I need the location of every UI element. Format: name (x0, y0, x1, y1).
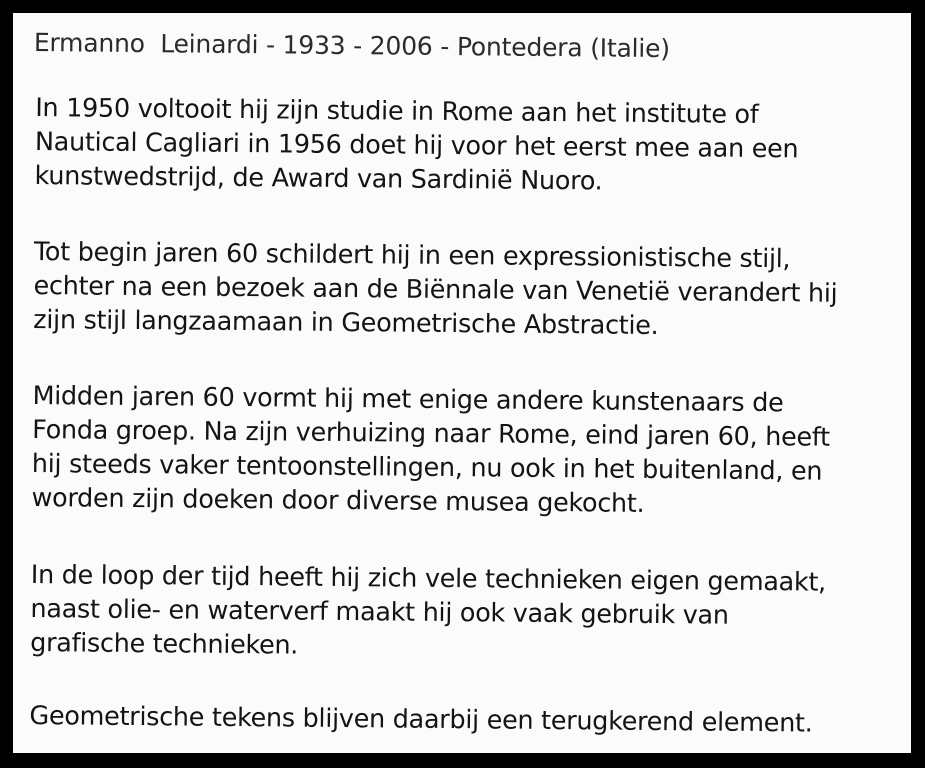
text-line: In de loop der tijd heeft hij zich vele technieken eigen gemaakt, (30, 560, 827, 598)
text-line: Tot begin jaren 60 schildert hij in een expressionistische stijl, (33, 237, 791, 275)
paragraph-4 (30, 558, 826, 668)
paragraph-1 (34, 91, 798, 200)
paragraph-2 (33, 235, 838, 345)
text-line: grafische technieken. (30, 628, 299, 661)
document-title: Ermanno Leinardi - 1933 - 2006 - Pontedera (Italie) (33, 28, 671, 64)
text-line: worden zijn doeken door diverse musea gekocht. (31, 483, 645, 519)
document-page (13, 13, 911, 753)
text-line: Fonda groep. Na zijn verhuizing naar Rome, eind jaren 60, heeft (32, 415, 830, 453)
text-line: hij steeds vaker tentoonstellingen, nu ook in het buitenland, en (31, 449, 823, 487)
document-frame (13, 13, 911, 753)
text-line: In 1950 voltooit hij zijn studie in Rome aan het institute of (35, 93, 759, 130)
text-line: echter na een bezoek aan de Biënnale van Venetië verandert hij (33, 271, 838, 309)
text-line: Geometrische tekens blijven daarbij een terugkerend element. (29, 700, 813, 739)
text-line: kunstwedstrijd, de Award van Sardinië Nuoro. (34, 161, 603, 197)
paragraph-3 (31, 379, 830, 523)
paragraph-5 (29, 699, 812, 741)
text-line: naast olie- en waterverf maakt hij ook vaak gebruik van (30, 594, 729, 631)
text-line: Midden jaren 60 vormt hij met enige andere kunstenaars de (32, 381, 784, 419)
text-line: zijn stijl langzaamaan in Geometrische Abstractie. (33, 305, 659, 342)
text-line: Nautical Cagliari in 1956 doet hij voor het eerst mee aan een (34, 127, 799, 165)
